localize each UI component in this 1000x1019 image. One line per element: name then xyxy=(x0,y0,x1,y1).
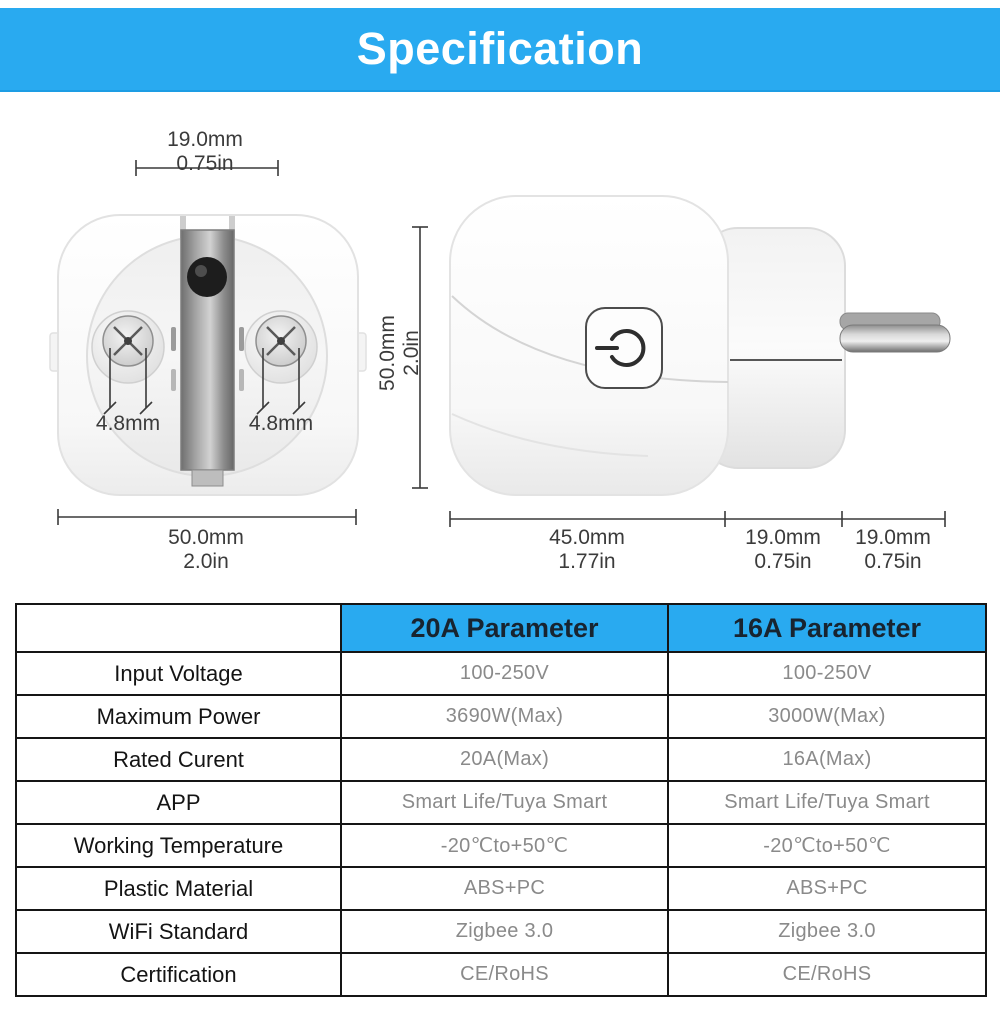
row-label: APP xyxy=(16,781,341,824)
slot xyxy=(171,369,176,391)
row-value-16a: 16A(Max) xyxy=(668,738,986,781)
row-value-20a: ABS+PC xyxy=(341,867,668,910)
row-value-20a: CE/RoHS xyxy=(341,953,668,996)
dim-inch: 2.0in xyxy=(183,549,229,573)
plug-side-view xyxy=(450,196,950,495)
row-label: Certification xyxy=(16,953,341,996)
row-value-20a: 20A(Max) xyxy=(341,738,668,781)
dim-line-bottom-width xyxy=(58,509,356,525)
dim-label-bottom-width xyxy=(126,526,286,573)
spec-table-header-row xyxy=(16,604,986,652)
row-label: Input Voltage xyxy=(16,652,341,695)
strip-hole-highlight xyxy=(195,265,207,277)
spec-table xyxy=(15,603,987,997)
table-row-wifi-standard xyxy=(16,910,986,953)
spec-table-corner-cell xyxy=(16,604,341,652)
dim-mm: 4.8mm xyxy=(248,412,314,435)
dim-mm: 50.0mm xyxy=(168,526,244,549)
dim-label-pin-right xyxy=(221,412,341,436)
strip-hole xyxy=(187,257,227,297)
slot xyxy=(239,327,244,351)
dim-mm: 45.0mm xyxy=(549,526,625,549)
dim-mm: 19.0mm xyxy=(855,526,931,549)
row-label: Rated Curent xyxy=(16,738,341,781)
row-value-16a: 3000W(Max) xyxy=(668,695,986,738)
row-label: Maximum Power xyxy=(16,695,341,738)
strip-bottom-tab xyxy=(192,470,223,486)
plug-front-view xyxy=(50,215,366,495)
dim-label-pin-length xyxy=(833,526,953,573)
row-value-16a: Zigbee 3.0 xyxy=(668,910,986,953)
row-value-20a: Smart Life/Tuya Smart xyxy=(341,781,668,824)
screw-pin-left xyxy=(92,311,164,383)
dim-mm: 50.0mm xyxy=(376,315,400,391)
column-header-20a: 20A Parameter xyxy=(341,604,668,652)
table-row-maximum-power xyxy=(16,695,986,738)
row-value-20a: Zigbee 3.0 xyxy=(341,910,668,953)
plug-pin-front xyxy=(840,325,950,352)
dim-inch: 0.75in xyxy=(864,549,922,573)
dim-mm: 19.0mm xyxy=(167,128,243,151)
row-value-20a: -20℃to+50℃ xyxy=(341,824,668,867)
row-label: Working Temperature xyxy=(16,824,341,867)
power-button xyxy=(586,308,662,388)
table-row-working-temperature xyxy=(16,824,986,867)
dim-label-face-depth xyxy=(723,526,843,573)
dim-label-top-width xyxy=(135,128,275,175)
dim-line-depth-chain xyxy=(450,511,945,527)
row-value-16a: 100-250V xyxy=(668,652,986,695)
table-row-input-voltage xyxy=(16,652,986,695)
row-value-16a: ABS+PC xyxy=(668,867,986,910)
dim-mm: 4.8mm xyxy=(95,412,161,435)
row-value-16a: -20℃to+50℃ xyxy=(668,824,986,867)
row-value-16a: Smart Life/Tuya Smart xyxy=(668,781,986,824)
page-title: Specification xyxy=(356,23,644,74)
dim-inch: 2.0in xyxy=(400,330,423,376)
dim-label-height xyxy=(370,293,430,413)
column-header-16a: 16A Parameter xyxy=(668,604,986,652)
dim-inch: 1.77in xyxy=(558,549,616,573)
row-value-16a: CE/RoHS xyxy=(668,953,986,996)
table-row-certification xyxy=(16,953,986,996)
row-value-20a: 3690W(Max) xyxy=(341,695,668,738)
dim-inch: 0.75in xyxy=(754,549,812,573)
screw-pin-right xyxy=(245,311,317,383)
slot xyxy=(239,369,244,391)
row-value-20a: 100-250V xyxy=(341,652,668,695)
dim-inch: 0.75in xyxy=(176,151,234,175)
dim-label-body-depth xyxy=(507,526,667,573)
dim-label-pin-left xyxy=(68,412,188,436)
table-row-app xyxy=(16,781,986,824)
row-label: Plastic Material xyxy=(16,867,341,910)
dim-mm: 19.0mm xyxy=(745,526,821,549)
table-row-plastic-material xyxy=(16,867,986,910)
row-label: WiFi Standard xyxy=(16,910,341,953)
table-row-rated-current xyxy=(16,738,986,781)
slot xyxy=(171,327,176,351)
